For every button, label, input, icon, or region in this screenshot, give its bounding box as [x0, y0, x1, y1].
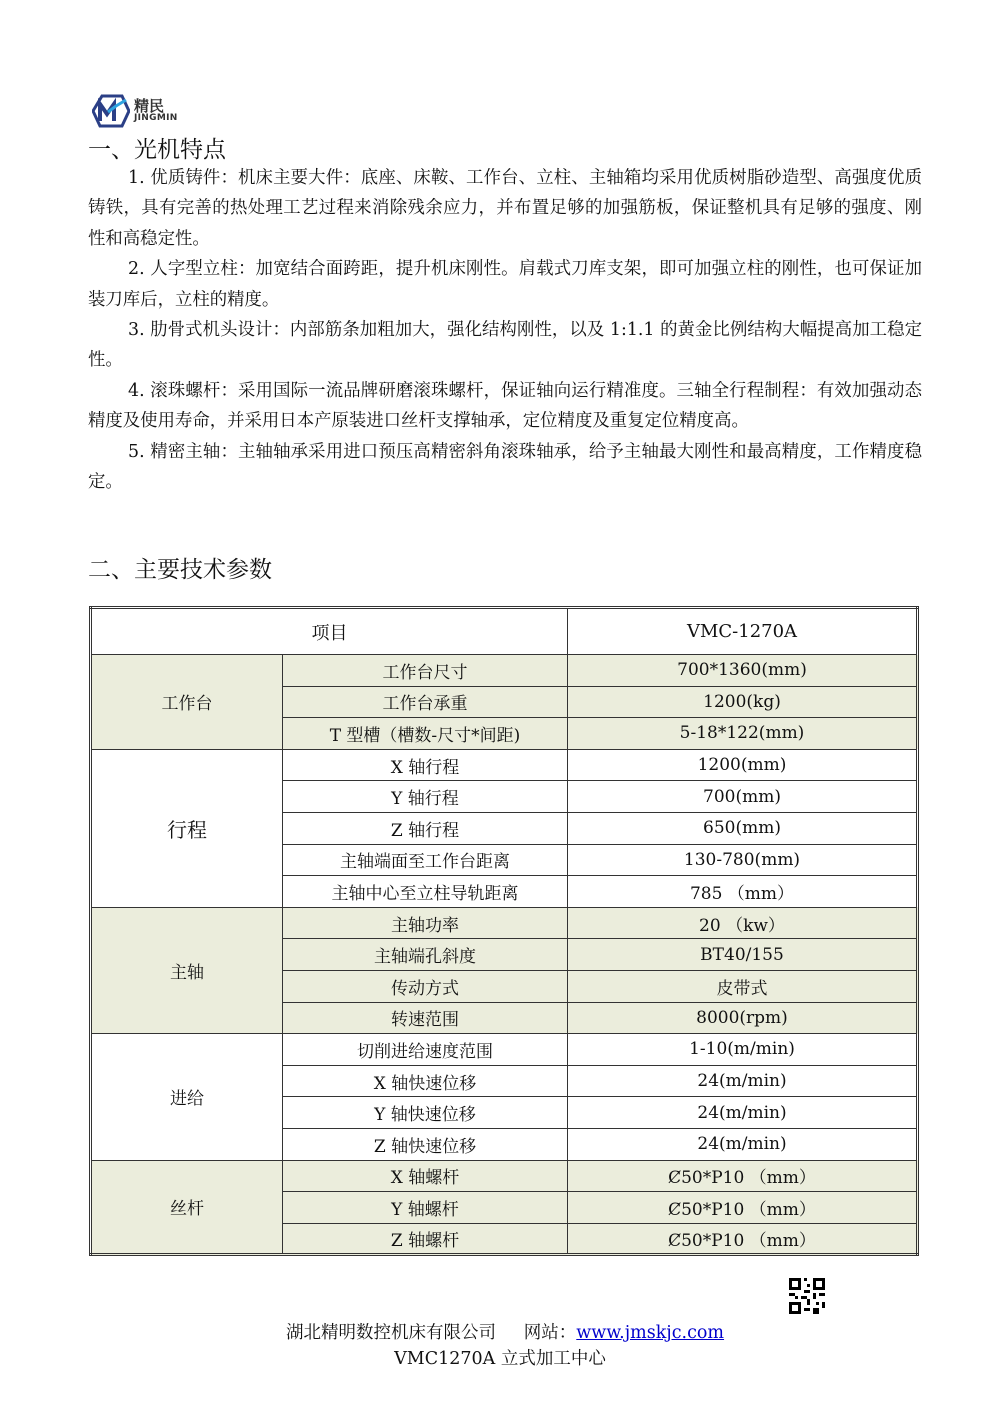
spec-value: 24(m/min): [568, 1128, 918, 1160]
group-label: 主轴: [91, 907, 283, 1033]
spec-value: BT40/155: [568, 939, 918, 971]
spec-item: 工作台承重: [283, 686, 568, 718]
table-row: [91, 1160, 918, 1192]
spec-item: 主轴端孔斜度: [283, 939, 568, 971]
feature-paragraph: 2. 人字型立柱：加宽结合面跨距，提升机床刚性。肩载式刀库支架，即可加强立柱的刚性，也可保证加装刀库后，立柱的精度。: [88, 259, 922, 310]
spec-value: 1200(mm): [568, 749, 918, 781]
spec-item: 主轴端面至工作台距离: [283, 844, 568, 876]
logo-mark-icon: [92, 94, 130, 128]
features-body: [88, 163, 922, 497]
spec-item: 转速范围: [283, 1002, 568, 1034]
spec-item: X 轴快速位移: [283, 1065, 568, 1097]
spec-value: 皮带式: [568, 970, 918, 1002]
spec-item: Z 轴螺杆: [283, 1223, 568, 1255]
spec-item: T 型槽（槽数-尺寸*间距): [283, 718, 568, 750]
spec-item: 主轴中心至立柱导轨距离: [283, 876, 568, 908]
header-model: VMC-1270A: [568, 608, 918, 655]
website-link[interactable]: www.jmskjc.com: [576, 1323, 725, 1343]
spec-value: 1200(kg): [568, 686, 918, 718]
feature-paragraph: 3. 肋骨式机头设计：内部筋条加粗加大，强化结构刚性，以及 1:1.1 的黄金比例结构大幅提高加工稳定性。: [88, 320, 922, 371]
header-item: 项目: [91, 608, 568, 655]
group-label: 进给: [91, 1034, 283, 1160]
company-logo: [92, 94, 178, 128]
spec-value: 1-10(m/min): [568, 1034, 918, 1066]
spec-value: 130-780(mm): [568, 844, 918, 876]
footer-product: VMC1270A 立式加工中心: [394, 1349, 606, 1369]
spec-value: 700(mm): [568, 781, 918, 813]
feature-paragraph: 4. 滚珠螺杆：采用国际一流品牌研磨滚珠螺杆，保证轴向运行精准度。三轴全行程制程：有效加强动态精度及使用寿命，并采用日本产原装进口丝杆支撑轴承，定位精度及重复定位精度高。: [88, 380, 922, 432]
feature-paragraph: 5. 精密主轴：主轴轴承采用进口预压高精密斜角滚珠轴承，给予主轴最大刚性和最高精度，工作精度稳定。: [88, 441, 922, 493]
spec-item: Y 轴快速位移: [283, 1097, 568, 1129]
spec-value: 24(m/min): [568, 1097, 918, 1129]
logo-en: JINGMIN: [134, 113, 178, 123]
table-header-row: [91, 608, 918, 655]
spec-value: 785 （mm）: [568, 876, 918, 908]
spec-item: Z 轴行程: [283, 812, 568, 844]
table-row: [91, 1034, 918, 1066]
spec-item: Y 轴螺杆: [283, 1192, 568, 1224]
spec-value: 20 （kw）: [568, 907, 918, 939]
spec-value: 650(mm): [568, 812, 918, 844]
spec-value: 700*1360(mm): [568, 655, 918, 687]
company-name: 湖北精明数控机床有限公司: [285, 1323, 496, 1343]
spec-item: 切削进给速度范围: [283, 1034, 568, 1066]
spec-value: 5-18*122(mm): [568, 718, 918, 750]
table-row: [91, 749, 918, 781]
logo-cn: 精民: [134, 97, 165, 115]
table-row: [91, 907, 918, 939]
spec-value: 24(m/min): [568, 1065, 918, 1097]
spec-value: Ȼ50*P10 （mm）: [568, 1192, 918, 1224]
section-title-features: 一、光机特点: [88, 137, 226, 163]
spec-item: X 轴螺杆: [283, 1160, 568, 1192]
table-row: [91, 655, 918, 687]
group-label: 工作台: [91, 655, 283, 750]
website-label: 网站：: [523, 1323, 577, 1343]
spec-item: 传动方式: [283, 970, 568, 1002]
spec-item: 主轴功率: [283, 907, 568, 939]
spec-item: X 轴行程: [283, 749, 568, 781]
spec-table: [89, 606, 919, 1256]
feature-paragraph: 1. 优质铸件：机床主要大件：底座、床鞍、工作台、立柱、主轴箱均采用优质树脂砂造型、高强度优质铸铁，具有完善的热处理工艺过程来消除残余应力，并布置足够的加强筋板，保证整机具有足够的强度、刚性和高稳定性。: [88, 168, 922, 249]
group-label: 行程: [91, 749, 283, 907]
spec-item: 工作台尺寸: [283, 655, 568, 687]
spec-value: 8000(rpm): [568, 1002, 918, 1034]
group-label: 丝杆: [91, 1160, 283, 1255]
qr-code-icon: [789, 1278, 825, 1314]
spec-item: Y 轴行程: [283, 781, 568, 813]
spec-value: Ȼ50*P10 （mm）: [568, 1160, 918, 1192]
spec-item: Z 轴快速位移: [283, 1128, 568, 1160]
spec-value: Ȼ50*P10 （mm）: [568, 1223, 918, 1255]
footer-company-line: [0, 1319, 1000, 1344]
section-title-specs: 二、主要技术参数: [88, 557, 272, 583]
